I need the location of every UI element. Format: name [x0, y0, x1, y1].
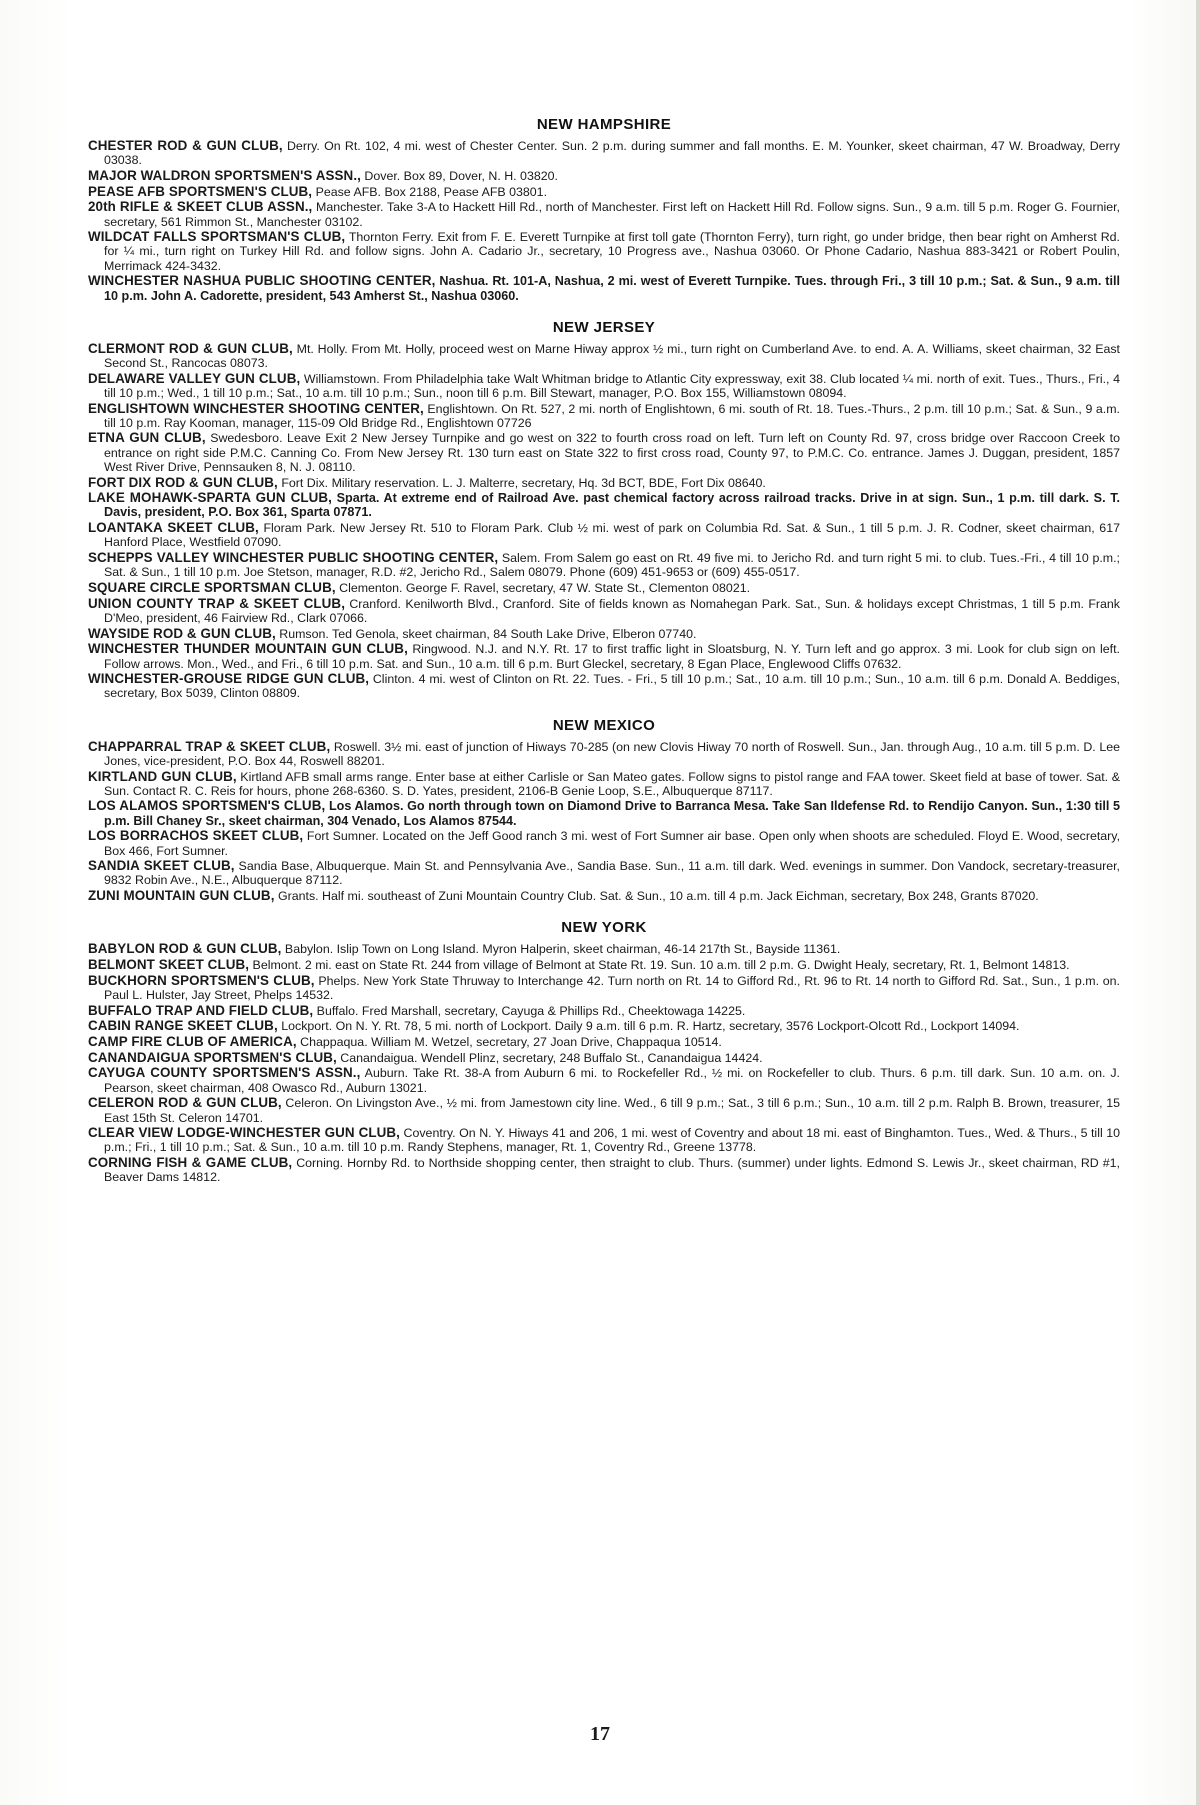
club-entry	[88, 200, 1120, 228]
club-name: WILDCAT FALLS SPORTSMAN'S CLUB,	[88, 229, 346, 245]
club-details: Pease AFB. Box 2188, Pease AFB 03801.	[312, 184, 548, 199]
club-details: Corning. Hornby Rd. to Northside shopping center, then straight to club. Thurs. (summer) under lights. Edmond S. Lewis Jr., skeet chairman, RD #1, Beaver Dams 14812.	[104, 1156, 1120, 1185]
club-name: BABYLON ROD & GUN CLUB,	[88, 941, 282, 957]
club-details: Fort Sumner. Located on the Jeff Good ranch 3 mi. west of Fort Sumner air base. Open only when shoots are scheduled. Floyd E. Wood, secretary, Box 466, Fort Sumner.	[104, 829, 1121, 858]
club-name: ZUNI MOUNTAIN GUN CLUB,	[88, 888, 275, 904]
club-entry	[88, 672, 1120, 700]
club-details: Sparta. At extreme end of Railroad Ave. past chemical factory across railroad tracks. Drive in at sign. Sun., 1 p.m. till dark. S. T. Davis, president, P.O. Box 361, Sparta 07871.	[104, 491, 1120, 520]
club-details: Floram Park. New Jersey Rt. 510 to Floram Park. Club ½ mi. west of park on Columbia Rd. Sat. & Sun., 1 till 5 p.m. J. R. Codner, skeet chairman, 617 Hanford Place, Westfield 07090.	[104, 521, 1120, 550]
state-section	[88, 319, 1120, 701]
club-name: SCHEPPS VALLEY WINCHESTER PUBLIC SHOOTING CENTER,	[88, 550, 499, 566]
club-name: CANANDAIGUA SPORTSMEN'S CLUB,	[88, 1049, 337, 1065]
club-name: PEASE AFB SPORTSMEN'S CLUB,	[88, 183, 313, 199]
state-section	[88, 919, 1120, 1184]
club-entry	[88, 829, 1120, 857]
club-details: Sandia Base, Albuquerque. Main St. and Pennsylvania Ave., Sandia Base. Sun., 11 a.m. till dark. Wed. evenings in summer. Don Vandock, secretary-treasurer, 9832 Robin Ave., N.E., Albuquerque 87112.	[104, 859, 1120, 888]
club-name: CLEAR VIEW LODGE-WINCHESTER GUN CLUB,	[88, 1125, 400, 1141]
club-name: WINCHESTER NASHUA PUBLIC SHOOTING CENTER,	[88, 273, 436, 289]
club-entry	[88, 402, 1120, 430]
club-name: LOS ALAMOS SPORTSMEN'S CLUB,	[88, 798, 326, 814]
club-name: CORNING FISH & GAME CLUB,	[88, 1155, 293, 1171]
club-name: KIRTLAND GUN CLUB,	[88, 768, 237, 784]
club-name: CELERON ROD & GUN CLUB,	[88, 1095, 282, 1111]
club-entry	[88, 799, 1120, 827]
club-details: Mt. Holly. From Mt. Holly, proceed west on Marne Hiway approx ½ mi., turn right on Cumberland Ave. to end. A. A. Williams, skeet chairman, 32 East Second St., Rancocas 08073.	[104, 341, 1120, 370]
club-name: LOS BORRACHOS SKEET CLUB,	[88, 828, 304, 844]
club-name: ETNA GUN CLUB,	[88, 430, 206, 446]
club-name: WAYSIDE ROD & GUN CLUB,	[88, 625, 276, 641]
club-entry	[88, 958, 1120, 972]
club-details: Cranford. Kenilworth Blvd., Cranford. Site of fields known as Nomahegan Park. Sat., Sun. & holidays except Christmas, 1 till 5 p.m. Frank D'Meo, president, 46 Fairview Rd., Clark 07066.	[104, 596, 1120, 625]
club-details: Derry. On Rt. 102, 4 mi. west of Chester Center. Sun. 2 p.m. during summer and fall months. E. M. Younker, skeet chairman, 47 W. Broadway, Derry 03038.	[104, 139, 1120, 168]
club-name: BUCKHORN SPORTSMEN'S CLUB,	[88, 972, 315, 988]
club-details: Kirtland AFB small arms range. Enter base at either Carlisle or San Mateo gates. Follow signs to pistol range and FAA tower. Skeet field at base of tower. Sat. & Sun. Contact R. C. Reis for hours, phone 268-6360. S. D. Yates, president, 2106-B Genie Loop, S.E., Albuquerque 87117.	[104, 769, 1120, 798]
club-details: Grants. Half mi. southeast of Zuni Mountain Country Club. Sat. & Sun., 10 a.m. till 4 p.m. Jack Eichman, secretary, Box 248, Grants 87020.	[274, 889, 1039, 904]
club-entry	[88, 889, 1120, 903]
club-entry	[88, 859, 1120, 887]
club-entry	[88, 642, 1120, 670]
club-entry	[88, 740, 1120, 768]
club-entry	[88, 1066, 1120, 1094]
club-name: CHESTER ROD & GUN CLUB,	[88, 138, 283, 153]
club-entry	[88, 139, 1120, 167]
club-details: Buffalo. Fred Marshall, secretary, Cayuga & Phillips Rd., Cheektowaga 14225.	[313, 1003, 746, 1018]
club-entry	[88, 342, 1120, 370]
club-name: DELAWARE VALLEY GUN CLUB,	[88, 370, 301, 386]
club-entry	[88, 1035, 1120, 1049]
club-entry	[88, 770, 1120, 798]
club-entry	[88, 1126, 1120, 1154]
club-details: Dover. Box 89, Dover, N. H. 03820.	[360, 168, 558, 183]
club-name: WINCHESTER THUNDER MOUNTAIN GUN CLUB,	[88, 641, 408, 657]
club-name: BUFFALO TRAP AND FIELD CLUB,	[88, 1002, 314, 1018]
club-entry	[88, 581, 1120, 595]
page-edge	[1196, 0, 1200, 1805]
club-name: WINCHESTER-GROUSE RIDGE GUN CLUB,	[88, 671, 370, 687]
club-entry	[88, 230, 1120, 273]
club-details: Lockport. On N. Y. Rt. 78, 5 mi. north of Lockport. Daily 9 a.m. till 6 p.m. R. Hartz, secretary, 3576 Lockport-Olcott Rd., Lockport 14094.	[277, 1019, 1020, 1034]
club-details: Williamstown. From Philadelphia take Walt Whitman bridge to Atlantic City expressway, exit 38. Club located ¼ mi. north of exit. Tues., Thurs., Fri., 4 till 10 p.m.; Wed., 1 till 10 p.m.; Sat., 10 a.m. till 10 p.m.; Sun., noon till 6 p.m. Bill Stewart, manager, P.O. Box 155, Williamstown 08094.	[104, 371, 1120, 400]
club-entry	[88, 491, 1120, 519]
club-details: Salem. From Salem go east on Rt. 49 five mi. to Jericho Rd. and turn right 5 mi. to club. Tues.-Fri., 4 till 10 p.m.; Sat. & Sun., 1 till 10 p.m. Joe Stetson, manager, R.D. #2, Jericho Rd., Salem 08079. Phone (609) 451-9653 or (609) 455-0517.	[104, 551, 1120, 580]
club-details: Celeron. On Livingston Ave., ½ mi. from Jamestown city line. Wed., 6 till 9 p.m.; Sat., 3 till 6 p.m.; Sun., 10 a.m. till 2 p.m. Ralph B. Brown, treasurer, 15 East 15th St. Celeron 14701.	[104, 1096, 1120, 1125]
club-details: Auburn. Take Rt. 38-A from Auburn 6 mi. to Rockefeller Rd., ½ mi. on Rockefeller to club. Thurs. 6 p.m. till dark. Sun. 10 a.m. on. J. Pearson, skeet chairman, 408 Owasco Rd., Auburn 13021.	[104, 1066, 1120, 1095]
club-entry	[88, 1019, 1120, 1033]
club-name: CLERMONT ROD & GUN CLUB,	[88, 340, 293, 356]
club-name: CAYUGA COUNTY SPORTSMEN'S ASSN.,	[88, 1065, 361, 1081]
club-entry	[88, 185, 1120, 199]
page-number: 17	[590, 1723, 610, 1745]
club-name: CABIN RANGE SKEET CLUB,	[88, 1018, 278, 1034]
club-details: Thornton Ferry. Exit from F. E. Everett Turnpike at first toll gate (Thornton Ferry), turn right, go under bridge, then bear right on Amherst Rd. for ¼ mi., turn right on Turkey Hill Rd. and follow signs. John A. Cadario Jr., secretary, 10 Progress ave., Nashua 03060. Or Phone Cadario, Nashua 883-3421 or Robert Poulin, Merrimack 424-3432.	[104, 230, 1120, 273]
club-name: CHAPPARRAL TRAP & SKEET CLUB,	[88, 738, 331, 754]
club-details: Clementon. George F. Ravel, secretary, 47 W. State St., Clementon 08021.	[335, 580, 751, 595]
club-name: SQUARE CIRCLE SPORTSMAN CLUB,	[88, 579, 336, 595]
club-details: Manchester. Take 3-A to Hackett Hill Rd., north of Manchester. First left on Hackett Hill Rd. Follow signs. Sun., 9 a.m. till 5 p.m. Roger G. Fournier, secretary, 561 Rimmon St., Manchester 03102.	[104, 200, 1120, 229]
club-entry	[88, 1156, 1120, 1184]
club-details: Nashua. Rt. 101-A, Nashua, 2 mi. west of Everett Turnpike. Tues. through Fri., 3 till 10 p.m.; Sat. & Sun., 9 a.m. till 10 p.m. John A. Cadorette, president, 543 Amherst St., Nashua 03060.	[104, 274, 1120, 303]
state-section	[88, 717, 1120, 904]
club-entry	[88, 521, 1120, 549]
section-heading: NEW YORK	[561, 919, 647, 937]
club-entry	[88, 627, 1120, 641]
state-section	[88, 116, 1120, 303]
club-name: UNION COUNTY TRAP & SKEET CLUB,	[88, 595, 346, 611]
club-entry	[88, 169, 1120, 183]
club-details: Englishtown. On Rt. 527, 2 mi. north of Englishtown, 6 mi. south of Rt. 18. Tues.-Thurs., 2 p.m. till 10 p.m.; Sat. & Sun., 9 a.m. till 10 p.m. Ray Kooman, manager, 115-09 Old Bridge Rd., Englishtown 07726	[104, 401, 1121, 430]
section-heading: NEW MEXICO	[552, 716, 656, 734]
club-entry	[88, 942, 1120, 956]
club-details: Ringwood. N.J. and N.Y. Rt. 17 to first traffic light in Sloatsburg, N. Y. Turn left and go approx. 3 mi. Look for club sign on left. Follow arrows. Mon., Wed., and Fri., 6 till 10 p.m. Sat. and Sun., 10 a.m. till 6 p.m. Burt Gleckel, secretary, 8 Egan Place, Englewood Cliffs 07632.	[104, 642, 1120, 671]
club-details: Rumson. Ted Genola, skeet chairman, 84 South Lake Drive, Elberon 07740.	[275, 626, 697, 641]
club-entry	[88, 597, 1120, 625]
club-entry	[88, 551, 1120, 579]
club-details: Roswell. 3½ mi. east of junction of Hiways 70-285 (on new Clovis Hiway 70 north of Roswell. Sun., Jan. through Aug., 10 a.m. till 5 p.m. D. Lee Jones, vice-president, P.O. Box 44, Roswell 88201.	[104, 739, 1120, 768]
club-name: 20th RIFLE & SKEET CLUB ASSN.,	[88, 199, 313, 215]
club-name: LOANTAKA SKEET CLUB,	[88, 520, 259, 536]
club-details: Coventry. On N. Y. Hiways 41 and 206, 1 mi. west of Coventry and about 18 mi. east of Binghamton. Tues., Wed. & Thurs., 5 till 10 p.m.; Fri., 1 till 10 p.m.; Sat. & Sun., 10 a.m. till 10 p.m. Randy Stephens, manager, Rt. 1, Coventry Rd., Greene 13778.	[104, 1126, 1120, 1155]
club-name: BELMONT SKEET CLUB,	[88, 957, 250, 973]
page-content	[88, 116, 1120, 1201]
club-entry	[88, 1096, 1120, 1124]
club-entry	[88, 1051, 1120, 1065]
club-name: FORT DIX ROD & GUN CLUB,	[88, 474, 278, 490]
club-entry	[88, 431, 1120, 474]
club-details: Belmont. 2 mi. east on State Rt. 244 from village of Belmont at State Rt. 19. Sun. 10 a.m. till 2 p.m. G. Dwight Healy, secretary, Rt. 1, Belmont 14813.	[249, 958, 1070, 973]
club-details: Fort Dix. Military reservation. L. J. Malterre, secretary, Hq. 3d BCT, BDE, Fort Dix 08640.	[277, 475, 766, 490]
club-details: Los Alamos. Go north through town on Diamond Drive to Barranca Mesa. Take San Ildefense Rd. to Rendijo Canyon. Sun., 1:30 till 5 p.m. Bill Chaney Sr., skeet chairman, 304 Venado, Los Alamos 87544.	[104, 799, 1120, 828]
club-details: Babylon. Islip Town on Long Island. Myron Halperin, skeet chairman, 46-14 217th St., Bayside 11361.	[281, 942, 841, 957]
club-details: Clinton. 4 mi. west of Clinton on Rt. 22. Tues. - Fri., 5 till 10 p.m.; Sat., 10 a.m. till 10 p.m.; Sun., 10 a.m. till 6 p.m. Donald A. Beddiges, secretary, Box 5039, Clinton 08809.	[104, 672, 1120, 701]
club-entry	[88, 274, 1120, 302]
section-heading: NEW JERSEY	[552, 318, 656, 336]
section-heading: NEW HAMPSHIRE	[536, 116, 672, 133]
club-details: Swedesboro. Leave Exit 2 New Jersey Turnpike and go west on 322 to fourth cross road on left. Turn left on County Rd. 97, cross bridge over Raccoon Creek to entrance on right side P.M.C. Canning Co. From New Jersey Rt. 130 turn east on State 322 to first cross road, County 97, to P.M.C. Co. entrance. James J. Duggan, president, 1857 West River Drive, Pennsauken 8, N. J. 08110.	[104, 431, 1120, 474]
club-entry	[88, 372, 1120, 400]
club-entry	[88, 476, 1120, 490]
club-details: Chappaqua. William M. Wetzel, secretary, 27 Joan Drive, Chappaqua 10514.	[296, 1035, 722, 1050]
club-name: MAJOR WALDRON SPORTSMEN'S ASSN.,	[88, 167, 361, 183]
club-details: Phelps. New York State Thruway to Interchange 42. Turn north on Rt. 14 to Gifford Rd., Rt. 96 to Rt. 14 north to Gifford Rd. Sat., Sun., 1 p.m. on. Paul L. Hulster, Jay Street, Phelps 14532.	[104, 973, 1120, 1002]
club-entry	[88, 974, 1120, 1002]
club-name: SANDIA SKEET CLUB,	[88, 858, 235, 874]
club-name: LAKE MOHAWK-SPARTA GUN CLUB,	[88, 490, 332, 506]
club-details: Canandaigua. Wendell Plinz, secretary, 248 Buffalo St., Canandaigua 14424.	[336, 1050, 763, 1065]
club-name: ENGLISHTOWN WINCHESTER SHOOTING CENTER,	[88, 400, 424, 416]
club-entry	[88, 1004, 1120, 1018]
club-name: CAMP FIRE CLUB OF AMERICA,	[88, 1034, 297, 1050]
